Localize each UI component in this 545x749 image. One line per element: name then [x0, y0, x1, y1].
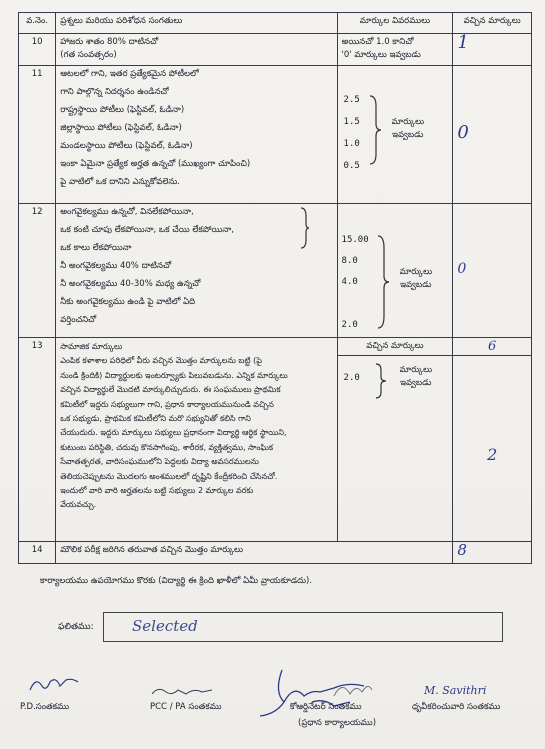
detail-line: అంగవైకల్యము ఉన్నచో, వినలేకపోయినా,: [60, 207, 194, 217]
row-marks: [337, 338, 453, 542]
table-row: [19, 338, 532, 542]
marks-option: 8.0: [341, 256, 358, 266]
row-awarded: [453, 542, 532, 564]
marks-note: మార్కులు: [399, 365, 433, 375]
header-serial: వ.నెం.: [19, 13, 56, 34]
stamp-scribble: [330, 676, 376, 704]
detail-line: సేవాతత్పరత, వారిసంఘములోని పెద్దలకు విద్యా అవసరములను: [60, 457, 259, 467]
row-number: 10: [19, 34, 56, 66]
detail-line: వేయవచ్చు.: [60, 500, 97, 510]
detail-line: ఆటలలో గాని, ఇతర ప్రత్యేకమైన పోటీలలో: [60, 69, 199, 79]
pd-signature-label: P.D.సంతకము: [20, 702, 70, 712]
table-row: [19, 66, 532, 204]
marks-option: 15.00: [341, 235, 369, 245]
table-row: [19, 542, 532, 564]
marks-subheader: వచ్చిన మార్కులు: [338, 338, 453, 356]
row-details: [56, 204, 337, 338]
awarded-marks: 0: [457, 122, 469, 143]
row-awarded: [453, 66, 532, 204]
brace-icon: [376, 234, 390, 330]
brace-icon: [368, 94, 382, 166]
detail-line: నీ అంగవైకల్యము 40% దాటినచో: [60, 261, 172, 271]
awarded-marks: 1: [457, 32, 469, 53]
pcc-signature-label: PCC / PA సంతకము: [150, 702, 222, 712]
row-number: 11: [19, 66, 56, 204]
row-marks: [337, 204, 453, 338]
detail-line: రాష్ట్రస్థాయి పోటీలు (ఫెస్టివల్, ఓడినా): [60, 105, 185, 115]
marks-option: 1.5: [343, 117, 360, 127]
marks-line: అయినచో 1.0 కానిచో: [341, 37, 414, 47]
brace-icon: [374, 362, 388, 400]
result-value: Selected: [132, 617, 198, 635]
awarded-marks: 8: [457, 541, 467, 559]
row-awarded: [453, 34, 532, 66]
detail-line: పై వాటిలో ఒక దానిని ఎన్నుకోవలెను.: [60, 177, 180, 187]
detail-line: ఒక సభ్యుడు, ప్రాథమిక కమిటీలోని మరొ సభ్యునితో కలిసి గాని: [60, 414, 251, 424]
marks-option: 0.5: [343, 161, 360, 171]
detail-line: (గత సంవత్సరం): [60, 50, 117, 60]
detail-line: హాజరు శాతం 80% దాటినచో: [60, 37, 159, 47]
marks-note: ఇవ్వబడు: [400, 378, 432, 388]
awarded-marks-header: 6: [488, 339, 497, 354]
marks-note: మార్కులు: [391, 117, 425, 127]
header-marks-details: మార్కుల వివరములు: [337, 13, 453, 34]
awarded-marks: 0: [457, 261, 467, 277]
coordinator-signature-label: కోఆర్డినేటర్ సంతకము: [290, 702, 362, 712]
table-row: [19, 34, 532, 66]
detail-line: జిల్లాస్థాయి పోటీలు (ఫెస్టివల్, ఓడినా): [60, 123, 182, 133]
detail-line: ఇందులో వారి వారి అర్హతలను బట్టి సభ్యులు 2 మార్కుల వరకు: [60, 486, 254, 496]
marks-line: '0' మార్కులు ఇవ్వబడు: [341, 50, 421, 60]
detail-line: ఇంకా ఏమైనా ప్రత్యేక అర్హత ఉన్నచో (ముఖ్యంగా చూపించి): [60, 159, 251, 169]
row-details: [56, 66, 337, 204]
marks-note: ఇవ్వబడు: [392, 130, 424, 140]
signature-scribble: [148, 682, 218, 700]
header-details: ప్రశ్నలు మరియు పరిశోధన సంగతులు: [56, 13, 337, 34]
result-box: [103, 612, 503, 642]
office-use-note: కార్యాలయము ఉపయోగము కొరకు (విద్యార్థి ఈ క్రింది ఖాళీలో ఏమీ వ్రాయకూడదు).: [40, 576, 313, 586]
detail-line: ఎంపిక కళాశాల పరిధిలో వీరు వచ్చిన మొత్తం మార్కులను బట్టి (పై: [60, 356, 262, 366]
detail-line: ఒక కాలు లేకపోయినా: [60, 243, 132, 253]
row-number: 13: [19, 338, 56, 542]
detail-line: కుటుంబ పరిస్థితి, చదువు కొనసాగింపు, శారీరక, వ్యక్తిత్వము, సాంఘిక: [60, 442, 274, 452]
marks-option: 2.0: [341, 320, 358, 330]
detail-line: వర్తించనిచో: [60, 315, 97, 325]
header-awarded: వచ్చిన మార్కులు: [453, 13, 532, 34]
detail-line: చేయుదురు. ఇద్దరు మార్కులు సభ్యులు ప్రధానంగా విద్యార్థి ఆర్థిక స్థాయిని,: [60, 428, 287, 438]
row-marks: [337, 66, 453, 204]
verifier-name: M. Savithri: [424, 684, 487, 697]
row-details: [56, 542, 453, 564]
detail-line: నీకు అంగవైకల్యము ఉండి పై వాటిలో ఏది: [60, 297, 196, 307]
row-details: [56, 338, 337, 542]
row-details: [56, 34, 337, 66]
detail-line: నీ అంగవైకల్యము 40-30% మధ్య ఉన్నచో: [60, 279, 201, 289]
detail-line: సామాజిక మార్కులు: [60, 342, 123, 351]
detail-line: మౌలిక పరీక్ష జరిగిన తరువాత వచ్చిన మొత్తం మార్కులు: [60, 545, 244, 555]
detail-line: నుండి క్రిందికి) విద్యార్థులకు ఇంటర్వ్యూకు పిలువబడును. ఎన్నిక మార్కులు: [60, 370, 288, 380]
marks-option: 1.0: [343, 139, 360, 149]
head-office-label: (ప్రధాన కార్యాలయము): [298, 718, 377, 728]
table-row: [19, 204, 532, 338]
row-marks: [337, 34, 453, 66]
detail-line: వచ్చిన విద్యార్థులే మొదటి మార్కులిచ్చుదురు. ఈ సంఘములు ప్రాథమిక: [60, 385, 281, 395]
detail-line: తెలియచెప్పుటను మొదలగు అంశములలో దృష్టిని కేంద్రీకరించి చేసినచో.: [60, 471, 278, 481]
result-label: ఫలితము:: [58, 622, 94, 632]
signature-scribble: [26, 674, 86, 696]
marks-option: 2.5: [343, 95, 360, 105]
detail-line: ఒక కంటి చూపు లేకపోయినా, ఒక చేయి లేకపోయినా,: [60, 225, 234, 235]
marks-option: 2.0: [343, 373, 360, 383]
detail-line: గాని పాల్గొన్న నిదర్శనం ఉండినచో: [60, 87, 169, 97]
marks-option: 4.0: [341, 277, 358, 287]
row-awarded: [453, 338, 532, 542]
detail-line: కమిటీలో ఇద్దరు సభ్యులుగా గాని, ప్రధాన కార్యాలయమునుండి వచ్చిన: [60, 399, 274, 409]
brace-icon: [300, 206, 310, 250]
awarded-marks: 2: [487, 445, 498, 464]
marks-note: ఇవ్వబడు: [400, 280, 432, 290]
detail-line: మండలస్థాయి పోటీలు (ఫెస్టివల్, ఓడినా): [60, 141, 193, 151]
marks-table: [18, 12, 532, 564]
table-header-row: [19, 13, 532, 34]
marks-note: మార్కులు: [399, 267, 433, 277]
row-number: 12: [19, 204, 56, 338]
row-number: 14: [19, 542, 56, 564]
verifier-signature-label: ధృవీకరించువారి సంతకము: [412, 702, 501, 712]
row-awarded: [453, 204, 532, 338]
